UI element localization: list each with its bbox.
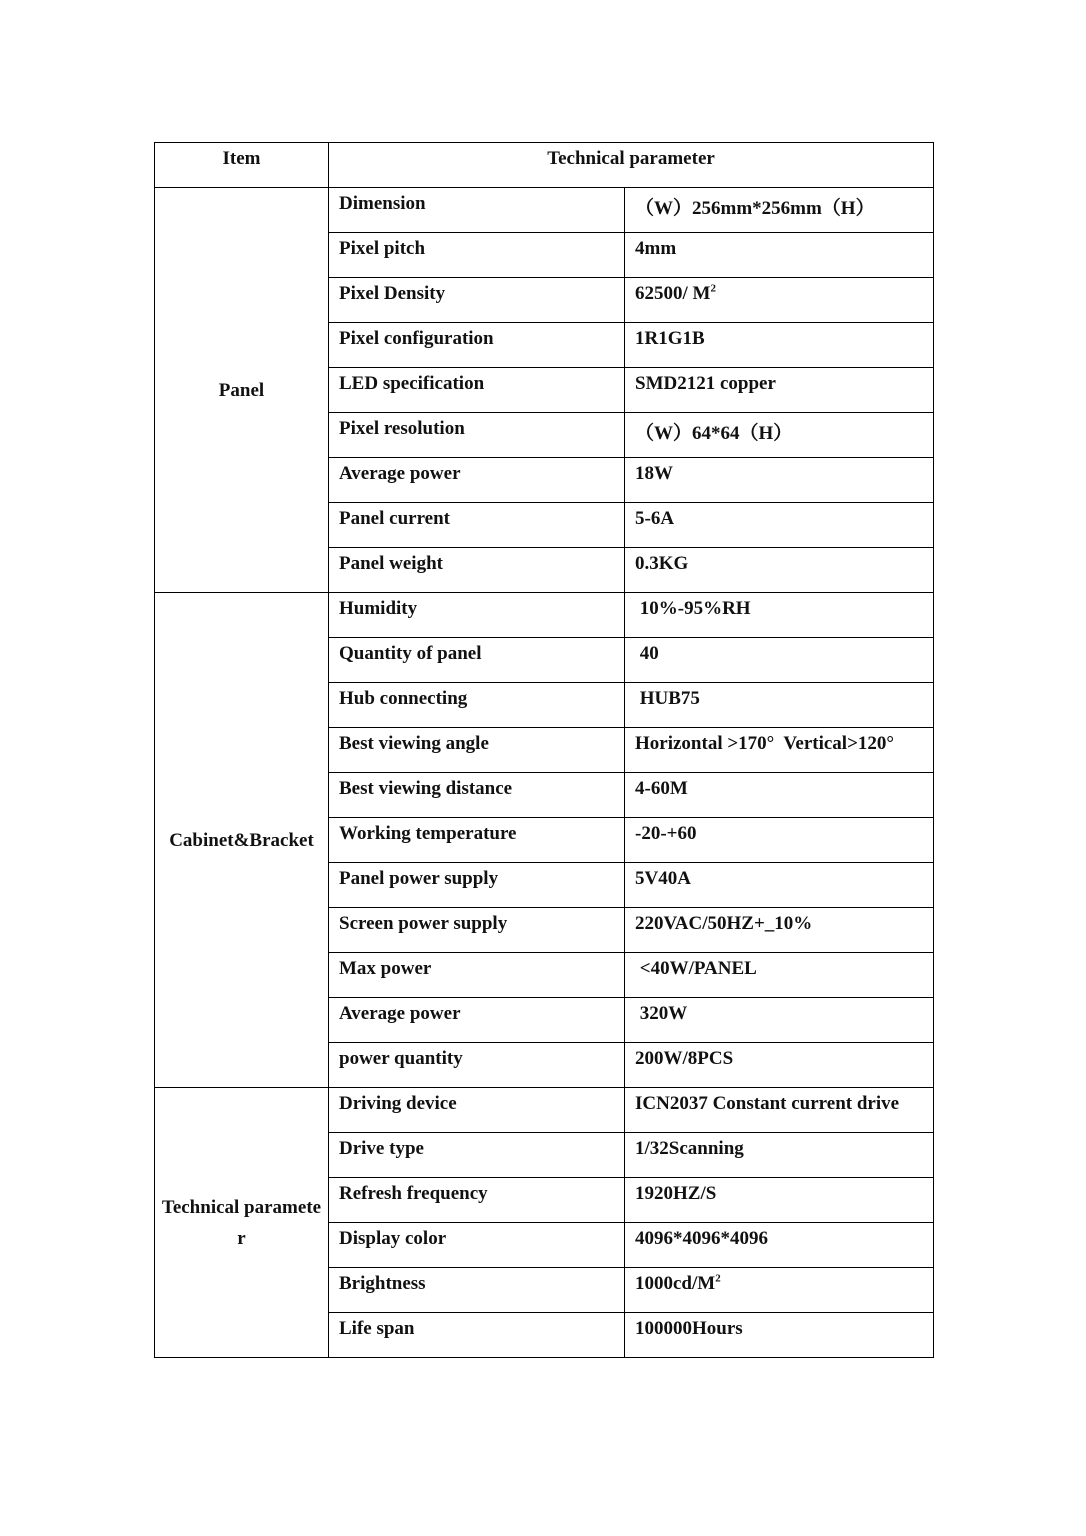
param-name: Humidity [329,593,625,638]
value-text: 320W [635,1003,688,1024]
param-name: Screen power supply [329,908,625,953]
param-value [625,548,934,593]
superscript: 2 [715,1272,721,1285]
param-name: LED specification [329,368,625,413]
param-value [625,818,934,863]
value-text: 220VAC/50HZ+_10% [635,913,813,934]
value-text: 4096*4096*4096 [635,1228,768,1249]
table-row [155,1088,934,1133]
param-name: Working temperature [329,818,625,863]
param-value [625,953,934,998]
header-technical-parameter: Technical parameter [329,143,934,188]
value-text: （W）64*64（H） [635,423,793,444]
value-text: 40 [635,643,659,664]
value-text: 10%-95%RH [635,598,751,619]
param-value [625,413,934,458]
param-value [625,1088,934,1133]
value-text: ICN2037 Constant current drive [635,1093,900,1114]
param-name: Hub connecting [329,683,625,728]
value-text: <40W/PANEL [635,958,757,979]
param-name: Dimension [329,188,625,233]
value-text: SMD2121 copper [635,373,776,394]
param-name: Pixel configuration [329,323,625,368]
param-name: Average power [329,458,625,503]
param-value [625,998,934,1043]
group-label: Technical parameter [155,1088,329,1358]
spec-body [155,188,934,1358]
param-value [625,368,934,413]
value-text: 4mm [635,238,677,259]
param-name: Brightness [329,1268,625,1313]
param-name: Pixel resolution [329,413,625,458]
param-value [625,1043,934,1088]
param-name: Panel weight [329,548,625,593]
group-label: Cabinet&Bracket [155,593,329,1088]
spec-table [154,142,934,1358]
param-name: Average power [329,998,625,1043]
value-text: 100000Hours [635,1318,743,1339]
param-name: Panel current [329,503,625,548]
param-name: Driving device [329,1088,625,1133]
value-text: 1920HZ/S [635,1183,717,1204]
table-row [155,188,934,233]
param-value [625,1223,934,1268]
param-value [625,593,934,638]
param-value [625,188,934,233]
param-name: power quantity [329,1043,625,1088]
param-value [625,278,934,323]
value-text: 18W [635,463,673,484]
param-value [625,863,934,908]
param-value [625,503,934,548]
value-text: 0.3KG [635,553,689,574]
param-name: Drive type [329,1133,625,1178]
superscript: 2 [710,282,716,295]
value-text: 1R1G1B [635,328,705,349]
value-text: 62500/ M [635,283,711,304]
value-text: （W）256mm*256mm（H） [635,198,875,219]
table-row [155,593,934,638]
value-text: Horizontal >170° Vertical>120° [635,733,895,754]
param-value [625,908,934,953]
param-value [625,773,934,818]
param-name: Display color [329,1223,625,1268]
param-value [625,683,934,728]
param-name: Best viewing distance [329,773,625,818]
param-value [625,728,934,773]
value-text: 1/32Scanning [635,1138,744,1159]
value-text: -20-+60 [635,823,697,844]
header-item: Item [155,143,329,188]
param-name: Pixel Density [329,278,625,323]
param-value [625,1178,934,1223]
param-value [625,323,934,368]
value-text: 200W/8PCS [635,1048,734,1069]
param-name: Best viewing angle [329,728,625,773]
param-value [625,233,934,278]
value-text: 1000cd/M [635,1273,716,1294]
param-name: Life span [329,1313,625,1358]
param-value [625,1268,934,1313]
param-value [625,1133,934,1178]
value-text: 4-60M [635,778,688,799]
group-label: Panel [155,188,329,593]
param-name: Max power [329,953,625,998]
param-name: Quantity of panel [329,638,625,683]
value-text: 5V40A [635,868,691,889]
param-value [625,458,934,503]
param-name: Refresh frequency [329,1178,625,1223]
param-name: Panel power supply [329,863,625,908]
value-text: 5-6A [635,508,675,529]
header-row [155,143,934,188]
param-value [625,638,934,683]
param-name: Pixel pitch [329,233,625,278]
value-text: HUB75 [635,688,700,709]
param-value [625,1313,934,1358]
